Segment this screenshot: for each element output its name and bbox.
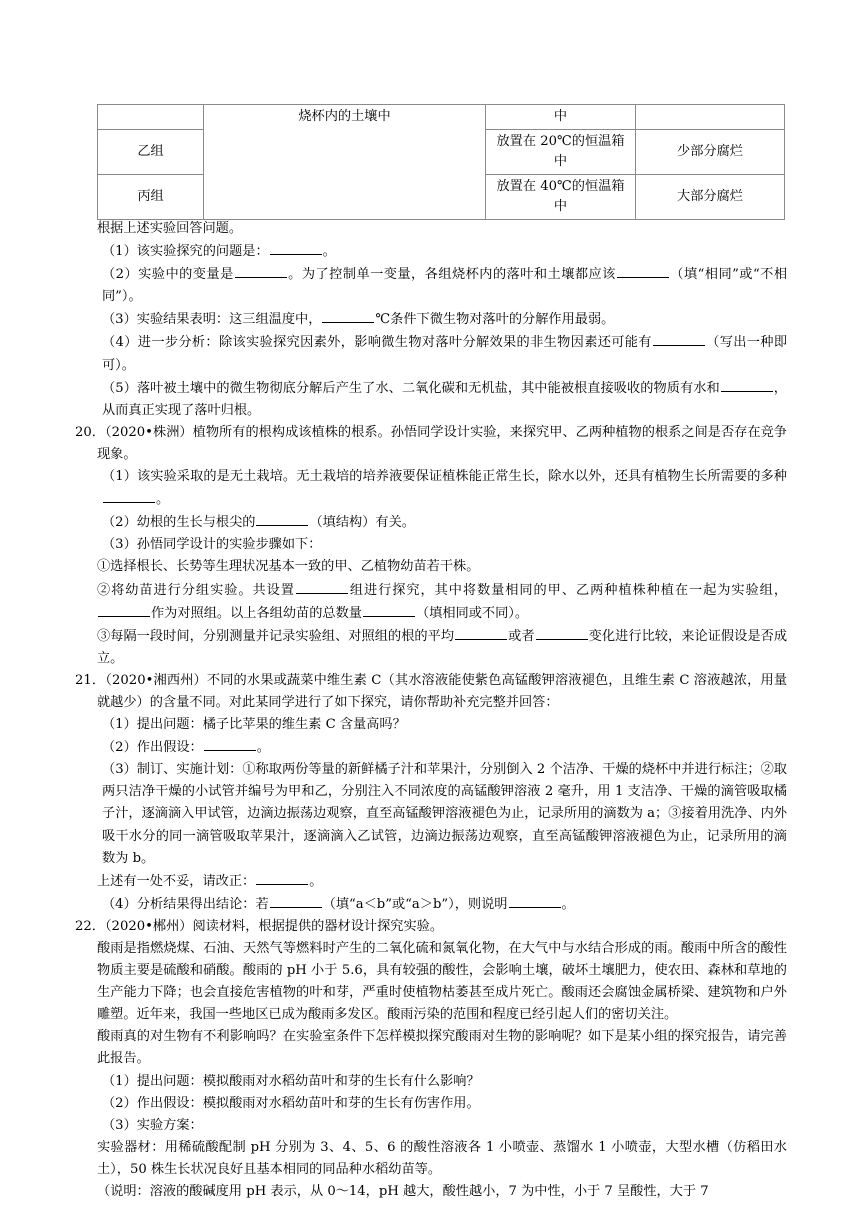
table-cell-group: 乙组 [98, 130, 204, 175]
q22-para2: 酸雨真的对生物有不利影响吗？在实验室条件下怎样模拟探究酸雨对生物的影响呢？如下是某小组的探究报告，请完善此报告。 [97, 1029, 787, 1067]
q21-head: 21．（2020•湘西州）不同的水果或蔬菜中维生素 C（其水溶液能使紫色高锰酸钾溶液褪色，且维生素 C 溶液越浓，用量就越少）的含量不同。对此某同学进行了如下探究，请你帮助补充完整并回答： [75, 672, 788, 710]
q21-fix: 上述有一处不妥，请改正： 。 [97, 870, 787, 893]
answer-blank[interactable] [455, 625, 507, 640]
q19-sub4: （4）进一步分析：除该实验探究因素外，影响微生物对落叶分解效果的非生物因素还可能有 （写出一种即可）。 [97, 331, 787, 376]
q22-sub1: （1）提出问题：模拟酸雨对水稻幼苗叶和芽的生长有什么影响？ [102, 1073, 480, 1089]
q21-sub4: （4）分析结果得出结论：若 （填“a＜b”或“a＞b”），则说明 。 [97, 893, 787, 916]
table-cell-result: 少部分腐烂 [636, 130, 785, 175]
q20-step2: ②将幼苗进行分组实验。共设置 组进行探究，其中将数量相同的甲、乙两种植株种植在一起为实验组，作为对照组。以上各组幼苗的总数量 （填相同或不同）。 [97, 579, 787, 625]
answer-blank[interactable] [536, 625, 588, 640]
answer-blank[interactable] [103, 488, 155, 503]
answer-blank[interactable] [721, 377, 773, 392]
table-row [98, 105, 785, 130]
q19-sub5: （5）落叶被土壤中的微生物彻底分解后产生了水、二氧化碳和无机盐，其中能被根直接吸收的物质有水和 ，从而真正实现了落叶归根。 [97, 377, 787, 422]
q20-step3: ③每隔一段时间，分别测量并记录实验组、对照组的根的平均 或者 变化进行比较，来论证假设是否成立。 [97, 625, 787, 670]
document-body [75, 218, 788, 1203]
q22-note: （说明：溶液的酸碱度用 pH 表示，从 0～14，pH 越大，酸性越小，7 为中性，小于 7 呈酸性，大于 7 [97, 1184, 709, 1200]
q22-head: 22．（2020•郴州）阅读材料，根据提供的器材设计探究实验。 [75, 918, 444, 934]
answer-blank[interactable] [617, 263, 669, 278]
question-number: 21． [75, 672, 106, 688]
question-number: 20． [75, 424, 106, 440]
table-cell-placement: 放置在 40℃的恒温箱中 [486, 175, 636, 220]
table-cell-placement: 放置在 20℃的恒温箱中 [486, 130, 636, 175]
answer-blank[interactable] [653, 331, 705, 346]
q19-sub3: （3）实验结果表明：这三组温度中， ℃条件下微生物对落叶的分解作用最弱。 [97, 308, 787, 331]
q22-para1: 酸雨是指燃烧煤、石油、天然气等燃料时产生的二氧化硫和氮氧化物，在大气中与水结合形成的雨。酸雨中所含的酸性物质主要是硫酸和硝酸。酸雨的 pH 小于 5.6，具有较强的酸性，会影响土壤，破坏土壤肥力，使农田、森林和草地的生产能力下降；也会直接危害植物的叶和芽，严重时使植物枯萎甚至成片死亡。酸雨还会腐蚀金属桥梁、建筑物和户外雕塑。近年来，我国一些地区已成为酸雨多发区。酸雨污染的范围和程度已经引起人们的密切关注。 [97, 941, 787, 1023]
answer-blank[interactable] [204, 736, 256, 751]
table-cell [636, 105, 785, 130]
q19-sub2: （2）实验中的变量是 。为了控制单一变量，各组烧杯内的落叶和土壤都应该 （填“相同”或“不相同”）。 [97, 263, 787, 308]
answer-blank[interactable] [256, 511, 308, 526]
q19-sub1: （1）该实验探究的问题是： 。 [97, 240, 787, 263]
answer-blank[interactable] [235, 263, 287, 278]
q21-sub1: （1）提出问题：橘子比苹果的维生素 C 含量高吗？ [102, 717, 406, 733]
answer-blank[interactable] [363, 602, 415, 617]
question-number: 22． [75, 918, 105, 934]
answer-blank[interactable] [509, 893, 561, 908]
answer-blank[interactable] [270, 893, 322, 908]
q22-equipment: 实验器材：用稀硫酸配制 pH 分别为 3、4、5、6 的酸性溶液各 1 小喷壶、蒸馏水 1 小喷壶，大型水槽（仿稻田水土），50 株生长状况良好且基本相同的同品种水稻幼苗等。 [97, 1139, 787, 1177]
table-cell [98, 105, 204, 130]
answer-blank[interactable] [270, 240, 322, 255]
q20-head: 20．（2020•株洲）植物所有的根构成该植株的根系。孙悟同学设计实验，来探究甲、乙两种植物的根系之间是否存在竞争现象。 [75, 424, 787, 462]
q20-step1: ①选择根长、长势等生理状况基本一致的甲、乙植物幼苗若干株。 [97, 559, 480, 575]
answer-blank[interactable] [322, 308, 374, 323]
experiment-table [97, 104, 785, 220]
q20-sub1: （1）该实验采取的是无土栽培。无土栽培的培养液要保证植株能正常生长，除水以外，还具有植物生长所需要的多种。 [102, 469, 787, 508]
q19-intro: 根据上述实验回答问题。 [97, 221, 243, 236]
q21-sub2: （2）作出假设： 。 [97, 736, 787, 759]
q21-sub3: （3）制订、实施计划：①称取两份等量的新鲜橘子汁和苹果汁，分别倒入 2 个洁净、干燥的烧杯中并进行标注；②取两只洁净干燥的小试管并编号为甲和乙，分别注入不同浓度的高锰酸钾溶液 2 毫升，用 1 支洁净、干燥的滴管吸取橘子汁，逐滴滴入甲试管，边滴边振荡边观察，直至高锰酸钾溶液褪色为止，记录所用的滴数为 a；③接着用洗净、内外吸干水分的同一滴管吸取苹果汁，逐滴滴入乙试管，边滴边振荡边观察，直至高锰酸钾溶液褪色为止，记录所用的滴数为 b。 [102, 762, 787, 866]
answer-blank[interactable] [256, 870, 308, 885]
table-cell-group: 丙组 [98, 175, 204, 220]
answer-blank[interactable] [98, 602, 150, 617]
table-cell-condition: 烧杯内的土壤中 [204, 105, 486, 220]
table-cell-result: 大部分腐烂 [636, 175, 785, 220]
q20-sub3: （3）孙悟同学设计的实验步骤如下： [102, 537, 322, 553]
q20-sub2: （2）幼根的生长与根尖的 （填结构）有关。 [97, 511, 787, 534]
q22-sub2: （2）作出假设：模拟酸雨对水稻幼苗叶和芽的生长有伤害作用。 [102, 1095, 480, 1111]
q22-sub3: （3）实验方案： [102, 1117, 203, 1133]
answer-blank[interactable] [296, 579, 348, 594]
table-cell: 中 [486, 105, 636, 130]
